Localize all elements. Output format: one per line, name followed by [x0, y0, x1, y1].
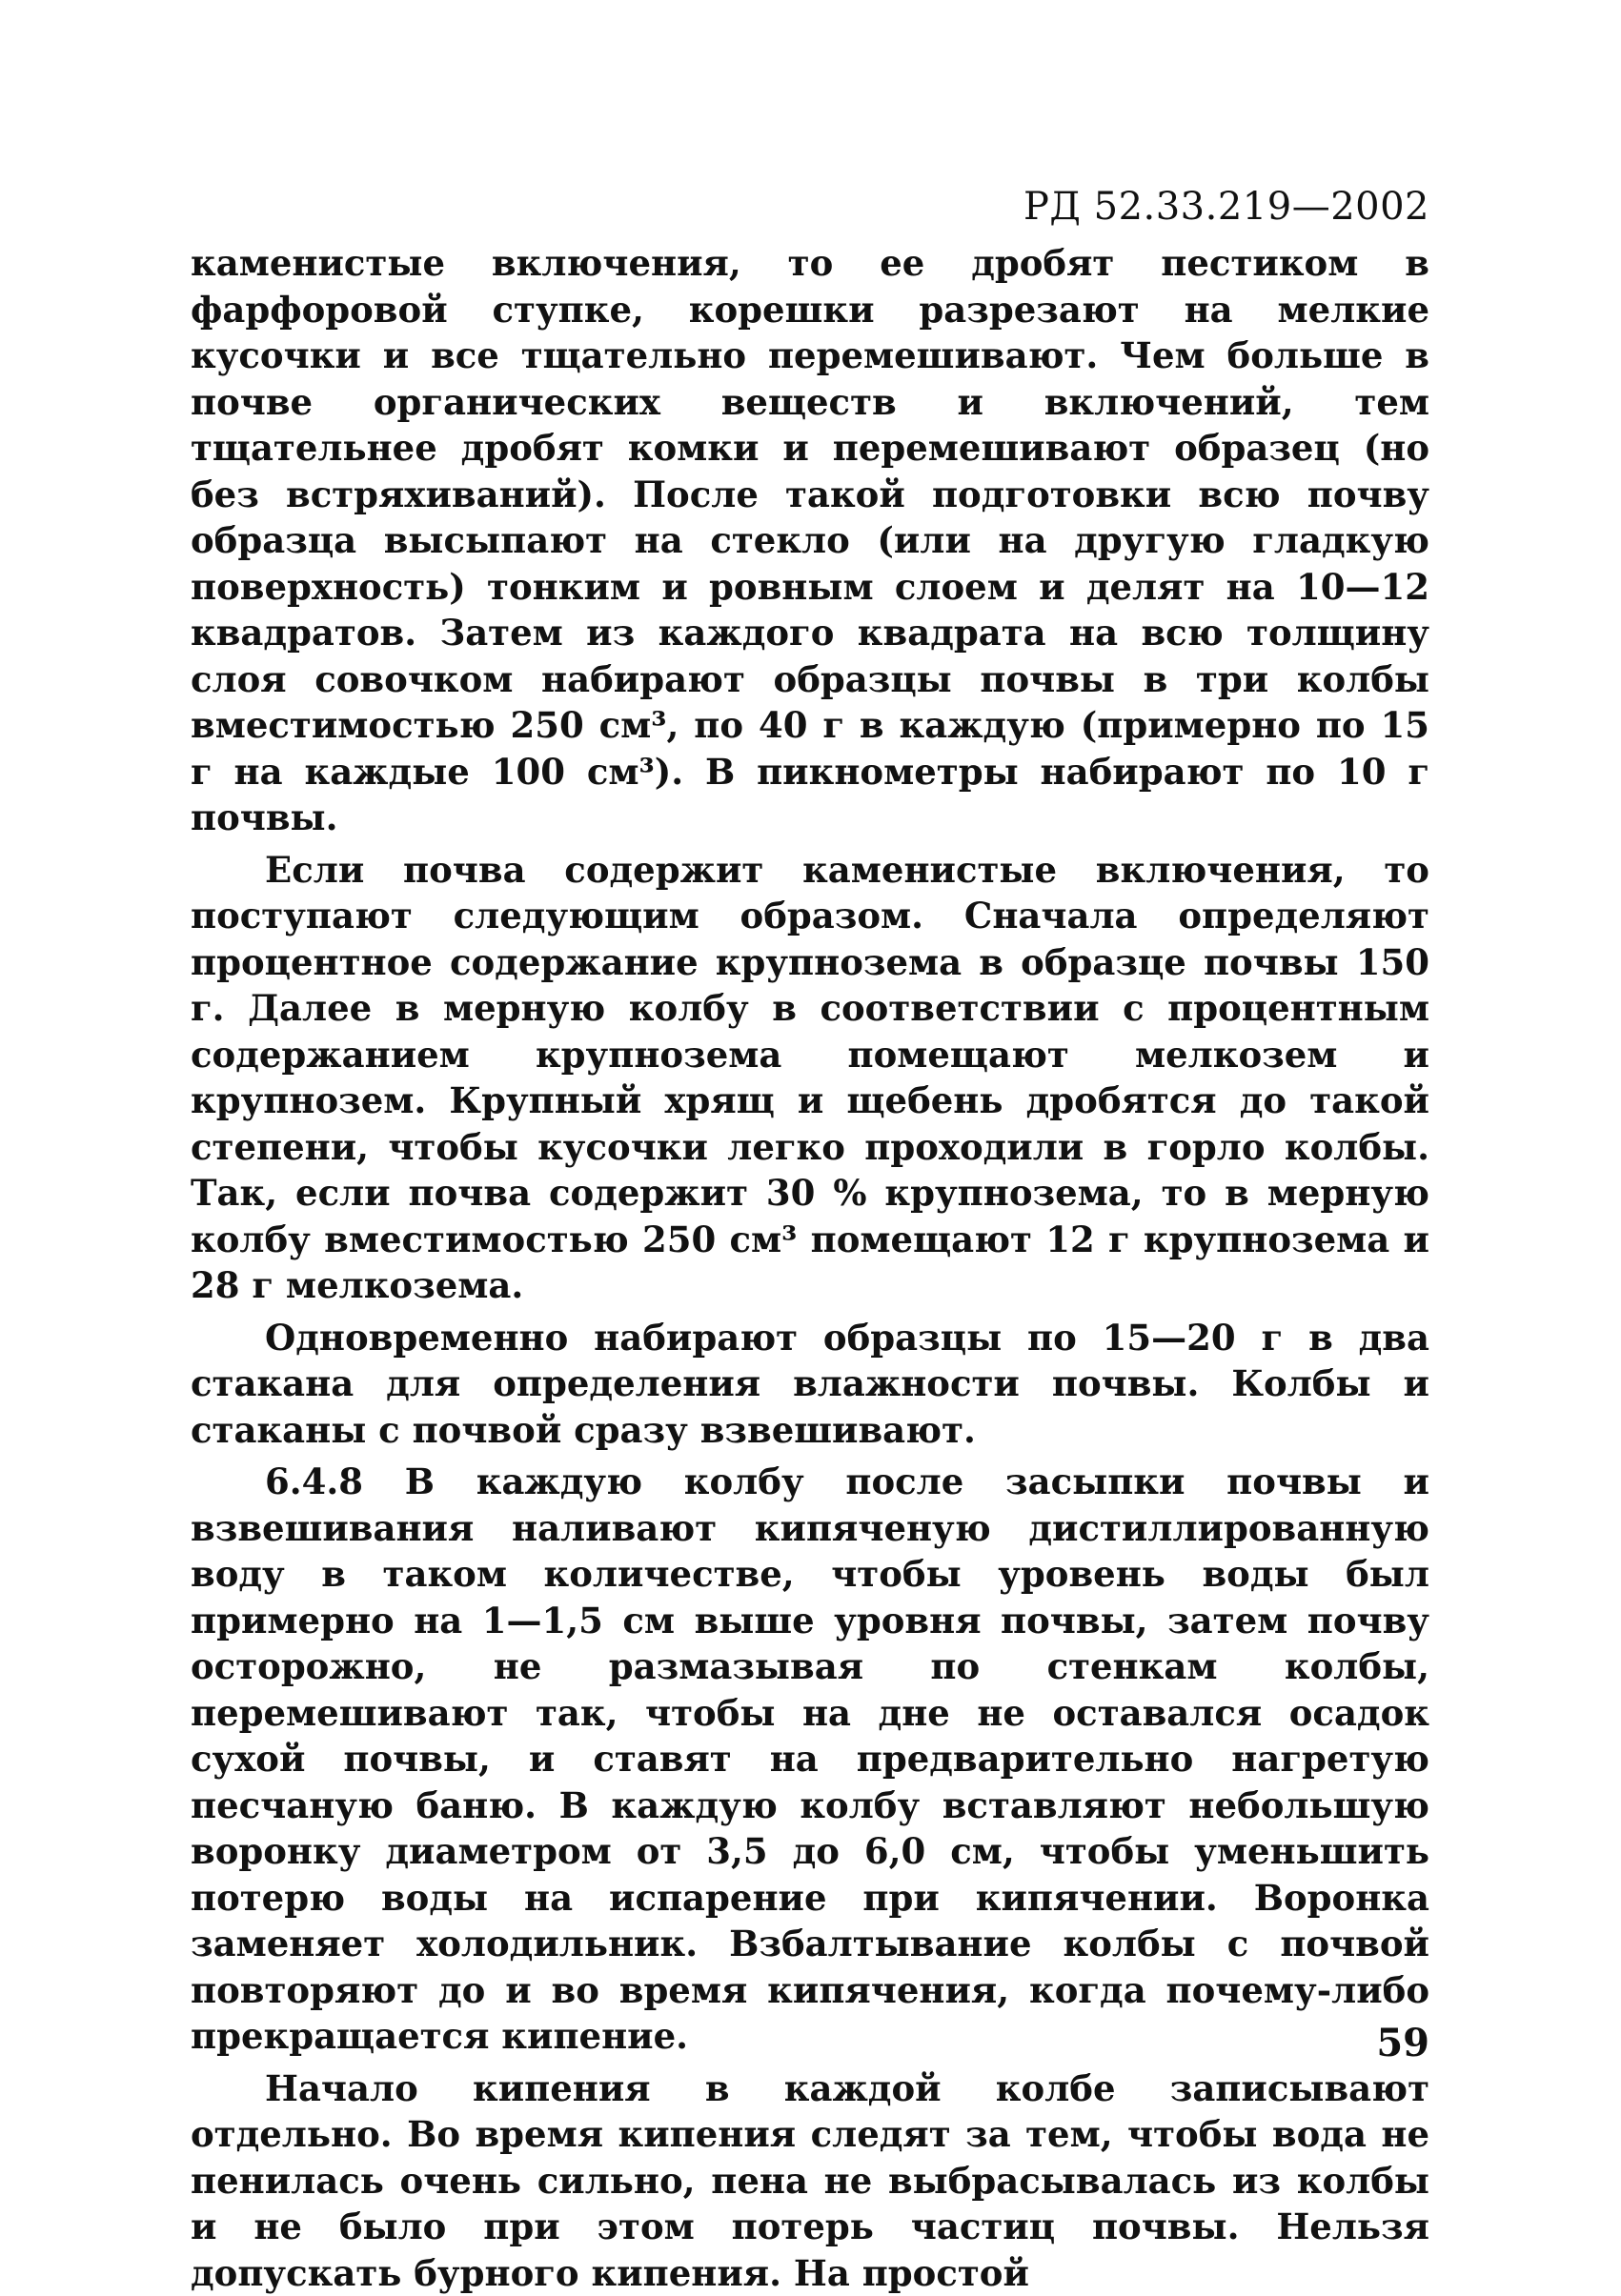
body-text: [191, 240, 1429, 2296]
paragraph-4: 6.4.8 В каждую колбу после засыпки почвы и взвешивания наливают кипяченую дистиллированную воду в таком количестве, чтобы уровень воды был примерно на 1—1,5 см выше уровня почвы, затем почву осторожно, не размазывая по стенкам колбы, перемешивают так, чтобы на дне не оставался осадок сухой почвы, и ставят на предварительно нагретую песчаную баню. В каждую колбу вставляют небольшую воронку диаметром от 3,5 до 6,0 см, чтобы уменьшить потерю воды на испарение при кипячении. Воронка заменяет холодильник. Взбалтывание колбы с почвой повторяют до и во время кипячения, когда почему-либо прекращается кипение.: [191, 1459, 1429, 2060]
paragraph-5: Начало кипения в каждой колбе записывают отдельно. Во время кипения следят за тем, чтобы вода не пенилась очень сильно, пена не выбрасывалась из колбы и не было при этом потерь частиц почвы. Нельзя допускать бурного кипения. На простой: [191, 2065, 1429, 2296]
page-number: 59: [1376, 2020, 1429, 2067]
paragraph-2: Если почва содержит каменистые включения, то поступают следующим образом. Сначала определяют процентное содержание крупнозема в образце почвы 150 г. Далее в мерную колбу в соответствии с процентным содержанием крупнозема помещают мелкозем и крупнозем. Крупный хрящ и щебень дробятся до такой степени, чтобы кусочки легко проходили в горло колбы. Так, если почва содержит 30 % крупнозема, то в мерную колбу вместимостью 250 см³ помещают 12 г крупнозема и 28 г мелкозема.: [191, 847, 1429, 1309]
document-code-header: РД 52.33.219—2002: [191, 181, 1429, 232]
paragraph-3: Одновременно набирают образцы по 15—20 г в два стакана для определения влажности почвы. Колбы и стаканы с почвой сразу взвешивают.: [191, 1315, 1429, 1454]
document-page: [191, 181, 1429, 2134]
paragraph-1: каменистые включения, то ее дробят пестиком в фарфоровой ступке, корешки разрезают на мелкие кусочки и все тщательно перемешивают. Чем больше в почве органических веществ и включений, тем тщательнее дробят комки и перемешивают образец (но без встряхиваний). После такой подготовки всю почву образца высыпают на стекло (или на другую гладкую поверхность) тонким и ровным слоем и делят на 10—12 квадратов. Затем из каждого квадрата на всю толщину слоя совочком набирают образцы почвы в три колбы вместимостью 250 см³, по 40 г в каждую (примерно по 15 г на каждые 100 см³). В пикнометры набирают по 10 г почвы.: [191, 240, 1429, 841]
